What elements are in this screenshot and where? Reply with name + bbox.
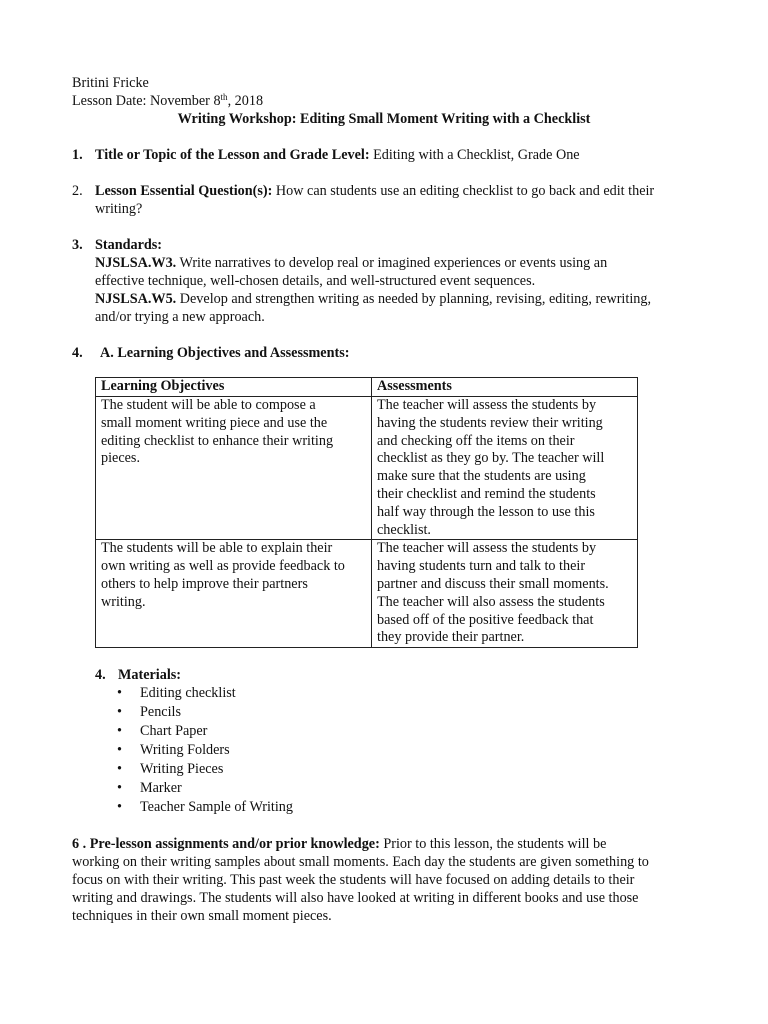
section-4a-number: 4. bbox=[72, 345, 83, 361]
objective-cell bbox=[96, 540, 372, 648]
list-item bbox=[117, 703, 293, 722]
standard-w3 bbox=[95, 254, 607, 272]
bullet-icon: • bbox=[117, 799, 122, 815]
list-item bbox=[117, 798, 293, 817]
standard-w3-code: NJSLSA.W3. bbox=[95, 255, 177, 271]
material-label: Chart Paper bbox=[140, 723, 208, 739]
cell-line: The students will be able to explain their bbox=[101, 540, 333, 557]
cell-line: partner and discuss their small moments. bbox=[377, 575, 609, 592]
material-label: Pencils bbox=[140, 704, 181, 720]
cell-line: based off of the positive feedback that bbox=[377, 611, 594, 628]
objectives-assessments-table bbox=[95, 377, 638, 648]
cell-line: checklist. bbox=[377, 521, 431, 538]
cell-line: checklist as they go by. The teacher will bbox=[377, 450, 605, 467]
standard-w3-line-1: Write narratives to develop real or imagined experiences or events using an bbox=[176, 255, 608, 271]
lesson-date bbox=[72, 92, 263, 110]
section-2-text-line-2: writing? bbox=[95, 201, 143, 217]
list-item bbox=[117, 684, 293, 703]
cell-line: make sure that the students are using bbox=[377, 468, 586, 485]
standard-w3-line-2: effective technique, well-chosen details, and well-structured event sequences. bbox=[95, 273, 536, 289]
section-2 bbox=[95, 182, 654, 200]
standard-w5-line-2: and/or trying a new approach. bbox=[95, 309, 265, 325]
standard-w5-line-1: Develop and strengthen writing as needed by planning, revising, editing, rewriting, bbox=[176, 291, 651, 307]
material-label: Editing checklist bbox=[140, 685, 236, 701]
section-6 bbox=[72, 835, 606, 853]
materials-number: 4. bbox=[95, 667, 106, 683]
standard-w5 bbox=[95, 290, 651, 308]
section-6-label: Pre-lesson assignments and/or prior knowledge: bbox=[89, 836, 380, 852]
cell-line: pieces. bbox=[101, 450, 140, 467]
cell-line: others to help improve their partners bbox=[101, 575, 308, 592]
cell-line: half way through the lesson to use this bbox=[377, 503, 595, 520]
lesson-date-prefix: Lesson Date: November 8 bbox=[72, 93, 221, 109]
section-2-number: 2. bbox=[72, 183, 83, 199]
cell-line: editing checklist to enhance their writing bbox=[101, 432, 334, 449]
cell-line: having the students review their writing bbox=[377, 414, 603, 431]
cell-line: The teacher will assess the students by bbox=[377, 540, 597, 557]
section-6-line-3: focus on with their writing. This past week the students will have focused on adding details to their bbox=[72, 872, 635, 888]
section-6-line-2: working on their writing samples about small moments. Each day the students are given something to bbox=[72, 854, 649, 870]
bullet-icon: • bbox=[117, 723, 122, 739]
lesson-date-superscript: th bbox=[220, 92, 228, 102]
table-row bbox=[96, 397, 638, 540]
section-1-text: Editing with a Checklist, Grade One bbox=[369, 147, 580, 163]
cell-line: The teacher will assess the students by bbox=[377, 397, 597, 413]
section-1-number: 1. bbox=[72, 147, 83, 163]
materials-list bbox=[117, 684, 293, 817]
section-6-line-4: writing and drawings. The students will also have looked at writing in different books and use those bbox=[72, 890, 639, 906]
section-4a-label bbox=[100, 344, 349, 362]
list-item bbox=[117, 779, 293, 798]
cell-line: The teacher will also assess the students bbox=[377, 593, 605, 610]
column-header-assessments: Assessments bbox=[372, 378, 638, 397]
section-3-number: 3. bbox=[72, 237, 83, 253]
list-item bbox=[117, 760, 293, 779]
objectives-heading: A. Learning Objectives and Assessments: bbox=[100, 345, 350, 361]
section-1-label: Title or Topic of the Lesson and Grade Level: bbox=[95, 147, 370, 163]
section-6-number: 6 . bbox=[72, 836, 87, 852]
lesson-date-suffix: , 2018 bbox=[227, 93, 264, 109]
objective-cell bbox=[96, 397, 372, 540]
cell-line: they provide their partner. bbox=[377, 629, 525, 646]
section-6-line-1: Prior to this lesson, the students will be bbox=[379, 836, 607, 852]
bullet-icon: • bbox=[117, 761, 122, 777]
bullet-icon: • bbox=[117, 704, 122, 720]
section-6-line-5: techniques in their own small moment pieces. bbox=[72, 908, 332, 924]
section-2-text-line-1: How can students use an editing checklist to go back and edit their bbox=[272, 183, 655, 199]
cell-line: and checking off the items on their bbox=[377, 432, 575, 449]
materials-heading: Materials: bbox=[118, 667, 182, 683]
assessment-cell bbox=[372, 540, 638, 648]
section-2-label: Lesson Essential Question(s): bbox=[95, 183, 273, 199]
cell-line: small moment writing piece and use the bbox=[101, 414, 328, 431]
cell-line: own writing as well as provide feedback to bbox=[101, 558, 345, 575]
assessment-cell bbox=[372, 397, 638, 540]
table-row bbox=[96, 540, 638, 648]
document-title: Writing Workshop: Editing Small Moment Writing with a Checklist bbox=[177, 111, 591, 127]
section-1 bbox=[95, 146, 580, 164]
cell-line: their checklist and remind the students bbox=[377, 485, 596, 502]
material-label: Writing Pieces bbox=[140, 761, 224, 777]
cell-line: The student will be able to compose a bbox=[101, 397, 316, 413]
list-item bbox=[117, 741, 293, 760]
bullet-icon: • bbox=[117, 742, 122, 758]
materials-label bbox=[118, 666, 181, 684]
standard-w5-code: NJSLSA.W5. bbox=[95, 291, 177, 307]
material-label: Writing Folders bbox=[140, 742, 230, 758]
standards-heading: Standards: bbox=[95, 237, 163, 253]
cell-line: having students turn and talk to their bbox=[377, 558, 586, 575]
table-header-row bbox=[96, 378, 638, 397]
material-label: Teacher Sample of Writing bbox=[140, 799, 293, 815]
list-item bbox=[117, 722, 293, 741]
cell-line: writing. bbox=[101, 593, 146, 610]
material-label: Marker bbox=[140, 780, 182, 796]
bullet-icon: • bbox=[117, 685, 122, 701]
column-header-objectives: Learning Objectives bbox=[96, 378, 372, 397]
section-3-label bbox=[95, 236, 162, 254]
author-name: Britini Fricke bbox=[72, 75, 149, 91]
bullet-icon: • bbox=[117, 780, 122, 796]
